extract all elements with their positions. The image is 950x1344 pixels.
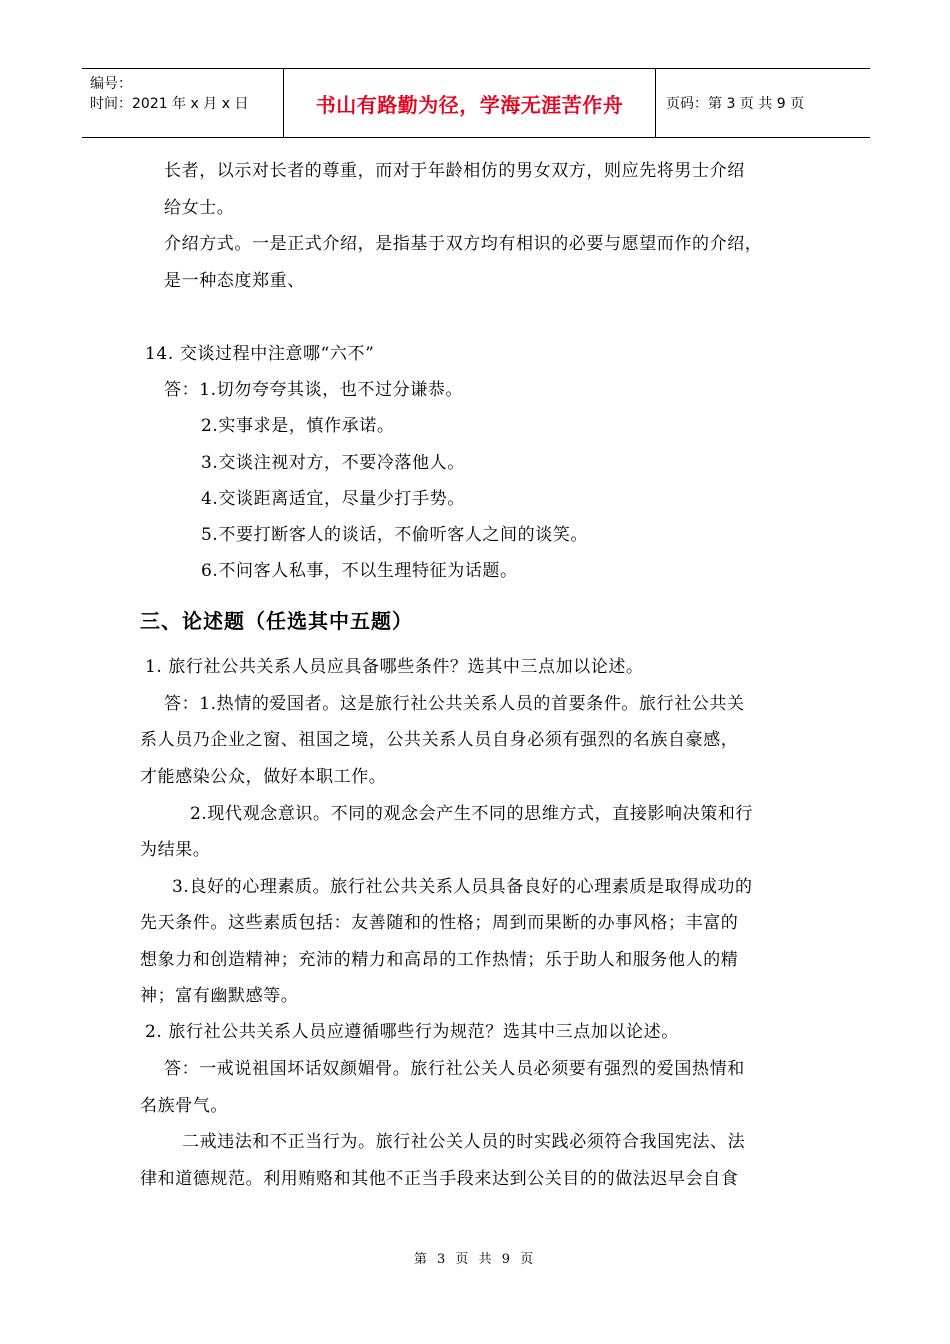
answer-line: 5.不要打断客人的谈话，不偷听客人之间的谈笑。 (201, 525, 589, 545)
number-label: 编号： (90, 76, 132, 92)
answer-line: 律和道德规范。利用贿赂和其他不正当手段来达到公关目的的做法迟早会自食 (140, 1169, 739, 1189)
page-footer: 第 3 页 共 9 页 (413, 1252, 537, 1267)
answer-line: 神；富有幽默感等。 (140, 986, 299, 1006)
paragraph-line: 给女士。 (164, 198, 235, 218)
section-heading: 三、论述题（任选其中五题） (140, 609, 413, 633)
answer-line: 答：1.切勿夸夸其谈，也不过分谦恭。 (164, 380, 464, 400)
answer-line: 3.良好的心理素质。旅行社公共关系人员具备良好的心理素质是取得成功的 (172, 877, 753, 897)
header-info-cell (82, 69, 284, 137)
motto: 书山有路勤为径，学海无涯苦作舟 (284, 69, 656, 137)
answer-line: 二戒违法和不正当行为。旅行社公关人员的时实践必须符合我国宪法、法 (182, 1132, 746, 1152)
paragraph-line: 长者，以示对长者的尊重，而对于年龄相仿的男女双方，则应先将男士介绍 (164, 161, 745, 181)
answer-line: 4.交谈距离适宜，尽量少打手势。 (201, 489, 465, 509)
answer-line: 为结果。 (140, 840, 211, 860)
answer-line: 3.交谈注视对方，不要冷落他人。 (201, 453, 465, 473)
answer-line: 2.实事求是，慎作承诺。 (201, 416, 395, 436)
question-1: 1. 旅行社公共关系人员应具备哪些条件？选其中三点加以论述。 (145, 657, 644, 677)
question-2: 2. 旅行社公共关系人员应遵循哪些行为规范？选其中三点加以论述。 (145, 1022, 679, 1042)
answer-line: 答：一戒说祖国坏话奴颜媚骨。旅行社公关人员必须要有强烈的爱国热情和 (164, 1059, 745, 1079)
question-14: 14. 交谈过程中注意哪“六不” (145, 344, 375, 364)
answer-line: 2.现代观念意识。不同的观念会产生不同的思维方式，直接影响决策和行 (190, 804, 754, 824)
answer-line: 系人员乃企业之窗、祖国之境，公共关系人员自身必须有强烈的名族自豪感， (140, 730, 739, 750)
paragraph-line: 是一种态度郑重、 (164, 271, 305, 291)
paragraph-line: 介绍方式。一是正式介绍，是指基于双方均有相识的必要与愿望而作的介绍， (164, 234, 763, 254)
page-label: 页码：第 3 页 共 9 页 (666, 96, 805, 112)
answer-line: 才能感染公众，做好本职工作。 (140, 767, 387, 787)
answer-line: 名族骨气。 (140, 1096, 228, 1116)
answer-line: 先天条件。这些素质包括：友善随和的性格；周到而果断的办事风格；丰富的 (140, 913, 739, 933)
header-table (82, 68, 870, 138)
answer-line: 想象力和创造精神；充沛的精力和高昂的工作热情；乐于助人和服务他人的精 (140, 950, 739, 970)
answer-line: 答：1.热情的爱国者。这是旅行社公共关系人员的首要条件。旅行社公共关 (164, 694, 745, 714)
date-label: 时间：2021 年 x 月 x 日 (90, 96, 249, 112)
answer-line: 6.不问客人私事，不以生理特征为话题。 (201, 561, 518, 581)
